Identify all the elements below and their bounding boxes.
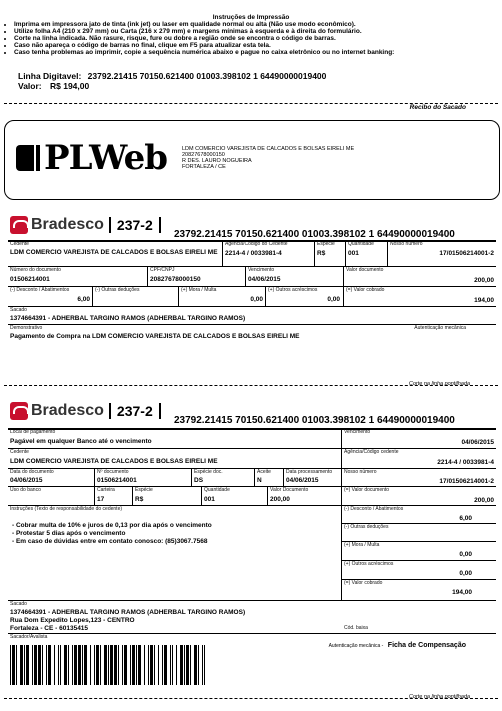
- label-instrucoes: Instruções (Texto de responsabilidade do cedente): [10, 506, 123, 512]
- separator: [254, 469, 255, 486]
- label-valor-doc-small: Valor Documento: [270, 487, 309, 493]
- bank-header: [10, 216, 161, 234]
- label-especie: Espécie: [135, 487, 153, 493]
- label-autenticacao: Autenticação mecânica: [414, 325, 466, 331]
- recibo-cpf-cnpj: 20827678000150: [150, 276, 201, 283]
- instruction-item: • Imprima em impressora jato de tinta (ink jet) ou laser em qualidade normal ou alta (Não use modo econômico).: [14, 21, 494, 28]
- bradesco-logo-icon: [10, 402, 28, 420]
- separator: [8, 306, 496, 307]
- label-autenticacao: Autenticação mecânica -: [328, 643, 384, 649]
- valor-row: [18, 81, 89, 91]
- label-uso-banco: Uso do banco: [10, 487, 41, 493]
- separator: [94, 487, 95, 505]
- separator: [8, 428, 496, 430]
- label-valor-doc: (=) Valor documento: [344, 487, 390, 493]
- barcode: [10, 645, 310, 685]
- separator: [201, 487, 202, 505]
- label-mora: (+) Mora / Multa: [344, 542, 380, 548]
- label-cedente: Cedente: [10, 449, 29, 455]
- label-demonstrativo: Demonstrativo: [10, 325, 43, 331]
- bank-name: Bradesco: [31, 402, 104, 419]
- ficha-valor-doc-small: 200,00: [270, 496, 290, 503]
- linha-digitavel-value[interactable]: 23792.21415 70150.621400 01003.398102 1 64490000019400: [87, 71, 327, 81]
- ficha-especie: R$: [135, 496, 144, 503]
- label-agencia: Agência/Código cedente: [344, 449, 399, 455]
- bank-code: 237-2: [109, 217, 161, 233]
- label-ficha-compensacao: Ficha de Compensação: [387, 642, 466, 649]
- recibo-vencimento: 04/06/2015: [248, 276, 281, 283]
- label-data-doc: Data do documento: [10, 469, 54, 475]
- company-cnpj: 20827678000150: [182, 152, 225, 158]
- separator: [92, 287, 93, 306]
- recibo-valor-doc: 200,00: [474, 277, 494, 284]
- label-carteira: Carteira: [97, 487, 115, 493]
- recibo-desconto: 6,00: [77, 296, 90, 303]
- separator: [147, 267, 148, 286]
- label-outras-deducoes: (-) Outras deduções: [95, 287, 140, 293]
- separator: [132, 487, 133, 505]
- ficha-outros-acrescimos: 0,00: [459, 570, 472, 577]
- separator: [387, 241, 388, 266]
- label-sacado: Sacado: [10, 307, 27, 313]
- separator: [8, 448, 496, 449]
- label-nosso-numero: Nosso número: [390, 241, 423, 247]
- ficha-instrucao: - Em caso de dúvidas entre em contato conosco: (85)3067.7568: [12, 538, 208, 545]
- separator: [178, 287, 179, 306]
- bank-code: 237-2: [109, 403, 161, 419]
- separator: [343, 267, 344, 286]
- logo-text: PLWeb: [44, 138, 167, 178]
- ficha-cedente: LDM COMERCIO VAREJISTA DE CALCADOS E BOLSAS EIRELI ME: [10, 458, 218, 465]
- label-especie: Espécie: [317, 241, 335, 247]
- separator: [191, 469, 192, 486]
- label-data-proc: Data processamento: [286, 469, 333, 475]
- label-vencimento: Vencimento: [248, 267, 275, 273]
- ficha-num-doc: 01506214001: [97, 477, 137, 484]
- recibo-sacado: 1374664391 - ADHERBAL TARGINO RAMOS (ADHERBAL TARGINO RAMOS): [10, 315, 246, 322]
- separator: [345, 241, 346, 266]
- barcode-bar: [205, 645, 208, 685]
- ficha-data-doc: 04/06/2015: [10, 477, 43, 484]
- separator: [267, 487, 268, 505]
- bradesco-logo-icon: [10, 216, 28, 234]
- label-especie-doc: Espécie doc.: [194, 469, 223, 475]
- company-city: FORTALEZA / CE: [182, 164, 226, 170]
- ficha-sacado-cidade: Fortaleza - CE - 60135415: [10, 625, 89, 632]
- recibo-cedente: LDM COMERCIO VAREJISTA DE CALCADOS E BOLSAS EIRELI ME: [10, 249, 218, 256]
- valor-value: R$ 194,00: [50, 81, 90, 91]
- label-sacado: Sacado: [10, 601, 27, 607]
- bank-name: Bradesco: [31, 216, 104, 233]
- label-outros-acrescimos: (+) Outros acréscimos: [344, 561, 394, 567]
- recibo-nosso-numero: 17/01506214001-2: [439, 250, 494, 257]
- label-quantidade: Quantidade: [204, 487, 230, 493]
- recibo-mora: 0,00: [250, 296, 263, 303]
- company-logo: [16, 138, 167, 178]
- separator: [265, 287, 266, 306]
- recibo-quantidade: 001: [348, 250, 359, 257]
- label-quantidade: Quantidade: [348, 241, 374, 247]
- label-outros-acrescimos: (+) Outros acréscimos: [268, 287, 318, 293]
- ficha-quantidade: 001: [204, 496, 215, 503]
- separator: [8, 486, 496, 487]
- ficha-aceite: N: [257, 477, 262, 484]
- label-sacador: Sacador/Avalista: [10, 634, 48, 640]
- bank-linha-digitavel[interactable]: 23792.21415 70150.621400 01003.398102 1 64490000019400: [174, 229, 455, 240]
- ficha-sacado-nome: 1374664391 - ADHERBAL TARGINO RAMOS (ADHERBAL TARGINO RAMOS): [10, 609, 246, 616]
- label-valor-cobrado: (=) Valor cobrado: [346, 287, 385, 293]
- ficha-nosso-numero: 17/01506214001-2: [439, 478, 494, 485]
- recibo-valor-cobrado: 194,00: [474, 297, 494, 304]
- valor-label: Valor:: [18, 81, 42, 91]
- separator: [314, 241, 315, 266]
- label-cpf-cnpj: CPF/CNPJ: [150, 267, 175, 273]
- separator: [283, 469, 284, 486]
- ficha-local: Pagável em qualquer Banco até o vencimento: [10, 438, 152, 445]
- label-desconto: (-) Desconto / Abatimentos: [344, 506, 404, 512]
- instructions-title: Instruções de Impressão: [212, 14, 290, 21]
- label-agencia: Agência/Código do Cedente: [225, 241, 288, 247]
- instruction-item: • Caso tenha problemas ao imprimir, copie a sequência numérica abaixo e pague no caixa eletrônico ou no internet banking:: [14, 49, 494, 56]
- label-numero-doc: Número do documento: [10, 267, 61, 273]
- label-cod-baixa: Cód. baixa: [344, 625, 368, 631]
- autenticacao-ficha: [329, 634, 466, 652]
- instruction-item: • Utilize folha A4 (210 x 297 mm) ou Carta (216 x 279 mm) e margens mínimas à esquerda e à direita do formulário.: [14, 28, 494, 35]
- ficha-valor-cobrado: 194,00: [452, 589, 472, 596]
- ficha-data-proc: 04/06/2015: [286, 477, 319, 484]
- label-aceite: Aceite: [257, 469, 271, 475]
- corte-label: Corte na linha pontilhada: [408, 381, 470, 387]
- label-nosso-numero: Nosso número: [344, 469, 377, 475]
- recibo-numero-doc: 01506214001: [10, 276, 50, 283]
- label-vencimento: Vencimento: [344, 429, 371, 435]
- label-local: Local de pagamento: [10, 429, 56, 435]
- label-valor-doc: Valor documento: [346, 267, 384, 273]
- separator: [8, 468, 496, 469]
- instruction-item: • Caso não apareça o código de barras no final, clique em F5 para atualizar esta tela.: [14, 42, 494, 49]
- separator: [222, 241, 223, 266]
- corte-label: Corte na linha pontilhada: [408, 694, 470, 700]
- ficha-desconto: 6,00: [459, 515, 472, 522]
- ficha-sacado-endereco: Rua Dom Expedito Lopes,123 - CENTRO: [10, 617, 135, 624]
- label-num-doc: Nº documento: [97, 469, 129, 475]
- recibo-sacado-label: Recibo do Sacado: [409, 104, 466, 111]
- recibo-demonstrativo: Pagamento de Compra na LDM COMERCIO VAREJISTA DE CALCADOS E BOLSAS EIRELI ME: [10, 333, 300, 340]
- ficha-carteira: 17: [97, 496, 105, 503]
- ficha-especie-doc: DS: [194, 477, 204, 484]
- separator: [94, 469, 95, 486]
- ficha-valor-doc: 200,00: [474, 497, 494, 504]
- separator: [8, 286, 496, 287]
- instructions-list: [0, 21, 494, 56]
- ficha-vencimento: 04/06/2015: [461, 439, 494, 446]
- recibo-agencia: 2214-4 / 0033981-4: [225, 250, 282, 257]
- recibo-especie: R$: [317, 250, 326, 257]
- label-mora: (+) Mora / Multa: [181, 287, 217, 293]
- ficha-instrucao: - Cobrar multa de 10% e juros de 0,13 por dia após o vencimento: [12, 522, 212, 529]
- label-outras-deducoes: (-) Outras deduções: [344, 524, 389, 530]
- recibo-outros-acrescimos: 0,00: [327, 296, 340, 303]
- company-address: R DES. LAURO NOGUEIRA: [182, 158, 252, 164]
- instruction-item: • Corte na linha indicada. Não rasure, risque, fure ou dobre a região onde se encontra o código de barras.: [14, 35, 494, 42]
- linha-digitavel-row: [18, 71, 326, 81]
- separator: [245, 267, 246, 286]
- ficha-linha-digitavel[interactable]: 23792.21415 70150.621400 01003.398102 1 64490000019400: [174, 415, 455, 426]
- separator: [343, 287, 344, 306]
- label-valor-cobrado: (=) Valor cobrado: [344, 580, 383, 586]
- separator: [341, 429, 342, 600]
- linha-digitavel-label: Linha Digitavel:: [18, 71, 82, 81]
- ficha-instrucao: - Protestar 5 dias após o vencimento: [12, 530, 126, 537]
- ficha-agencia: 2214-4 / 0033981-4: [437, 459, 494, 466]
- company-name: LDM COMERCIO VAREJISTA DE CALCADOS E BOLSAS EIRELI ME: [182, 146, 355, 152]
- separator: [8, 600, 496, 601]
- ficha-mora: 0,00: [459, 551, 472, 558]
- label-desconto: (-) Desconto / Abatimentos: [10, 287, 70, 293]
- bank-header-ficha: [10, 402, 161, 420]
- label-cedente: Cedente: [10, 241, 29, 247]
